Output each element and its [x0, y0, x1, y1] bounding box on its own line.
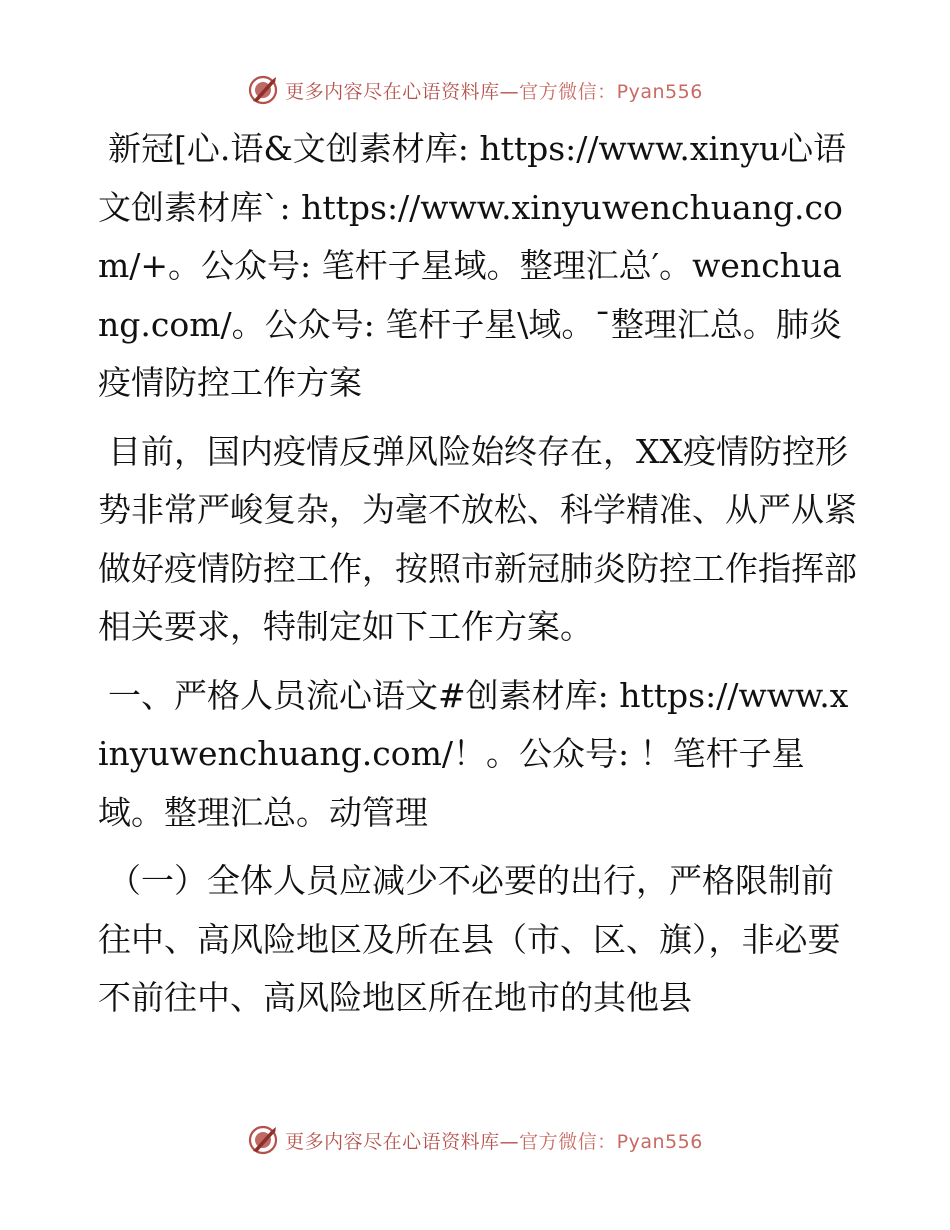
paragraph-section-one: 一、严格人员流心语文#创素材库: https://www.xinyuwenchuang.com/！。公众号: ！笔杆子星域。整理汇总。动管理 — [98, 675, 849, 832]
paragraph-item-one: （一）全体人员应减少不必要的出行，严格限制前往中、高风险地区及所在县（市、区、旗），非必要不前往中、高风险地区所在地市的其他县 — [98, 861, 841, 1017]
header-banner-main: 更多内容尽在心语资料库 — [285, 80, 500, 103]
footer-banner-separator: — — [499, 1130, 520, 1153]
footer-banner-text — [285, 1127, 703, 1154]
quill-pen-seal-icon — [247, 1124, 279, 1156]
header-banner-separator: — — [499, 80, 520, 103]
paragraph-intro: 目前，国内疫情反弹风险始终存在，XX疫情防控形势非常严峻复杂，为毫不放松、科学精准、从严从紧做好疫情防控工作，按照市新冠肺炎防控工作指挥部相关要求，特制定如下工作方案。 — [98, 431, 857, 646]
header-banner-wechat: 官方微信：Pyan556 — [519, 80, 703, 103]
quill-pen-seal-icon — [247, 74, 279, 106]
header-banner-text — [285, 77, 703, 104]
paragraph-title: 新冠[心.语&文创素材库: https://www.xinyu心语文创素材库`: https://www.xinyuwenchuang.com/+。公众号: 笔杆子星域。整理汇总′。wenchuang.com/。公众号: 笔杆子星\域。¯整理汇总。肺炎疫情防控工作方案 — [98, 129, 847, 402]
footer-banner-main: 更多内容尽在心语资料库 — [285, 1130, 500, 1153]
footer-watermark-banner — [0, 1120, 950, 1160]
header-watermark-banner — [0, 70, 950, 110]
footer-banner-wechat: 官方微信：Pyan556 — [519, 1130, 703, 1153]
document-body — [98, 120, 858, 1028]
